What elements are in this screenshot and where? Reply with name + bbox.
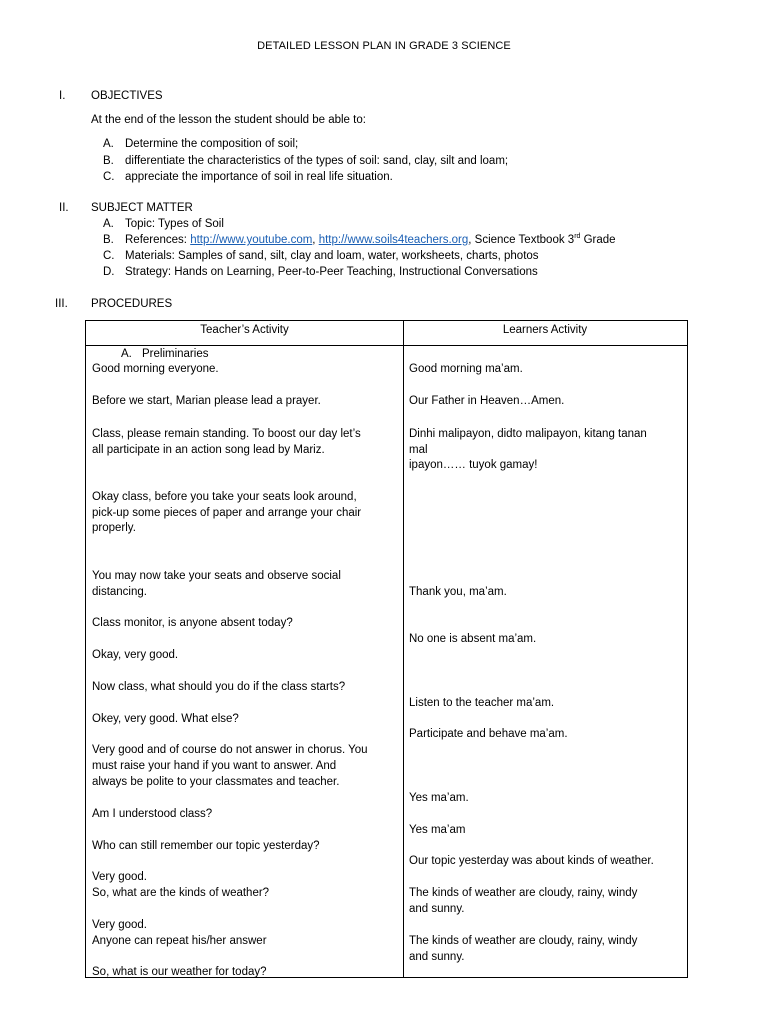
learner-line: and sunny. — [409, 903, 465, 915]
preliminaries-heading: Preliminaries — [142, 348, 209, 360]
teacher-line: Very good and of course do not answer in chorus. You — [92, 744, 368, 756]
column-divider — [403, 321, 404, 977]
soils4teachers-link[interactable]: http://www.soils4teachers.org — [318, 234, 469, 246]
learner-line: Thank you, ma’am. — [409, 586, 507, 598]
section-numeral-objectives: I. — [59, 90, 66, 102]
teacher-line: pick-up some pieces of paper and arrange your chair — [92, 507, 362, 519]
section-heading-objectives: OBJECTIVES — [91, 90, 163, 102]
objective-letter: B. — [103, 155, 114, 167]
teacher-line: distancing. — [92, 586, 147, 598]
learner-line: No one is absent ma’am. — [409, 633, 537, 645]
teacher-line: So, what is our weather for today? — [92, 966, 267, 978]
teacher-line: Before we start, Marian please lead a prayer. — [92, 395, 321, 407]
section-heading-subject-matter: SUBJECT MATTER — [91, 202, 193, 214]
learner-line: Dinhi malipayon, didto malipayon, kitang tanan — [409, 428, 647, 440]
learner-line: Listen to the teacher ma’am. — [409, 697, 555, 709]
teacher-line: always be polite to your classmates and teacher. — [92, 776, 340, 788]
youtube-link[interactable]: http://www.youtube.com — [190, 234, 313, 246]
teacher-line: properly. — [92, 522, 136, 534]
learner-line: and sunny. — [409, 951, 465, 963]
references-separator: , — [312, 234, 319, 246]
procedures-table — [85, 320, 688, 978]
teacher-line: must raise your hand if you want to answer. And — [92, 760, 337, 772]
objective-letter: C. — [103, 171, 115, 183]
section-heading-procedures: PROCEDURES — [91, 298, 173, 310]
teacher-line: You may now take your seats and observe social — [92, 570, 341, 582]
learner-line: mal — [409, 444, 428, 456]
subject-letter: D. — [103, 266, 115, 278]
subject-materials: Materials: Samples of sand, silt, clay and loam, water, worksheets, charts, photos — [125, 250, 539, 262]
column-header-learners: Learners Activity — [502, 324, 588, 336]
teacher-line: Okay class, before you take your seats look around, — [92, 491, 357, 503]
teacher-line: Okay, very good. — [92, 649, 179, 661]
learner-line: Our topic yesterday was about kinds of weather. — [409, 855, 654, 867]
teacher-line: all participate in an action song lead by Mariz. — [92, 444, 325, 456]
section-numeral-subject-matter: II. — [59, 202, 69, 214]
teacher-line: Good morning everyone. — [92, 363, 219, 375]
teacher-line: Now class, what should you do if the class starts? — [92, 681, 346, 693]
learner-line: The kinds of weather are cloudy, rainy, windy — [409, 887, 638, 899]
learner-line: Yes ma’am. — [409, 792, 469, 804]
teacher-line: So, what are the kinds of weather? — [92, 887, 270, 899]
learner-line: Our Father in Heaven…Amen. — [409, 395, 565, 407]
subject-letter: B. — [103, 234, 114, 246]
learner-line: ipayon…… tuyok gamay! — [409, 459, 538, 471]
objective-letter: A. — [103, 138, 114, 150]
teacher-line: Very good. — [92, 919, 147, 931]
objective-item: Determine the composition of soil; — [125, 138, 299, 150]
references-textbook: , Science Textbook 3 — [468, 234, 575, 246]
learner-line: Good morning ma’am. — [409, 363, 523, 375]
subject-letter: A. — [103, 218, 114, 230]
teacher-line: Who can still remember our topic yesterday? — [92, 840, 320, 852]
teacher-line: Anyone can repeat his/her answer — [92, 935, 267, 947]
section-numeral-procedures: III. — [55, 298, 68, 310]
teacher-line: Okey, very good. What else? — [92, 713, 239, 725]
subject-letter: C. — [103, 250, 115, 262]
teacher-line: Am I understood class? — [92, 808, 213, 820]
teacher-line: Class monitor, is anyone absent today? — [92, 617, 293, 629]
objective-item: differentiate the characteristics of the types of soil: sand, clay, silt and loam; — [125, 155, 509, 167]
subject-topic: Topic: Types of Soil — [125, 218, 224, 230]
subject-references — [125, 232, 616, 248]
references-label: References: — [125, 234, 191, 246]
teacher-line: Class, please remain standing. To boost our day let’s — [92, 428, 361, 440]
references-grade: Grade — [580, 234, 616, 246]
subject-strategy: Strategy: Hands on Learning, Peer-to-Peer Teaching, Instructional Conversations — [125, 266, 538, 278]
learner-line: Yes ma’am — [409, 824, 466, 836]
objective-item: appreciate the importance of soil in real life situation. — [125, 171, 393, 183]
document-title: DETAILED LESSON PLAN IN GRADE 3 SCIENCE — [257, 40, 511, 52]
references-superscript: rd — [574, 233, 581, 241]
teacher-line: Very good. — [92, 871, 147, 883]
objectives-intro: At the end of the lesson the student should be able to: — [91, 114, 366, 126]
column-header-teacher: Teacher’s Activity — [200, 324, 289, 336]
learner-line: The kinds of weather are cloudy, rainy, windy — [409, 935, 638, 947]
learner-line: Participate and behave ma’am. — [409, 728, 568, 740]
preliminaries-letter: A. — [121, 348, 132, 360]
